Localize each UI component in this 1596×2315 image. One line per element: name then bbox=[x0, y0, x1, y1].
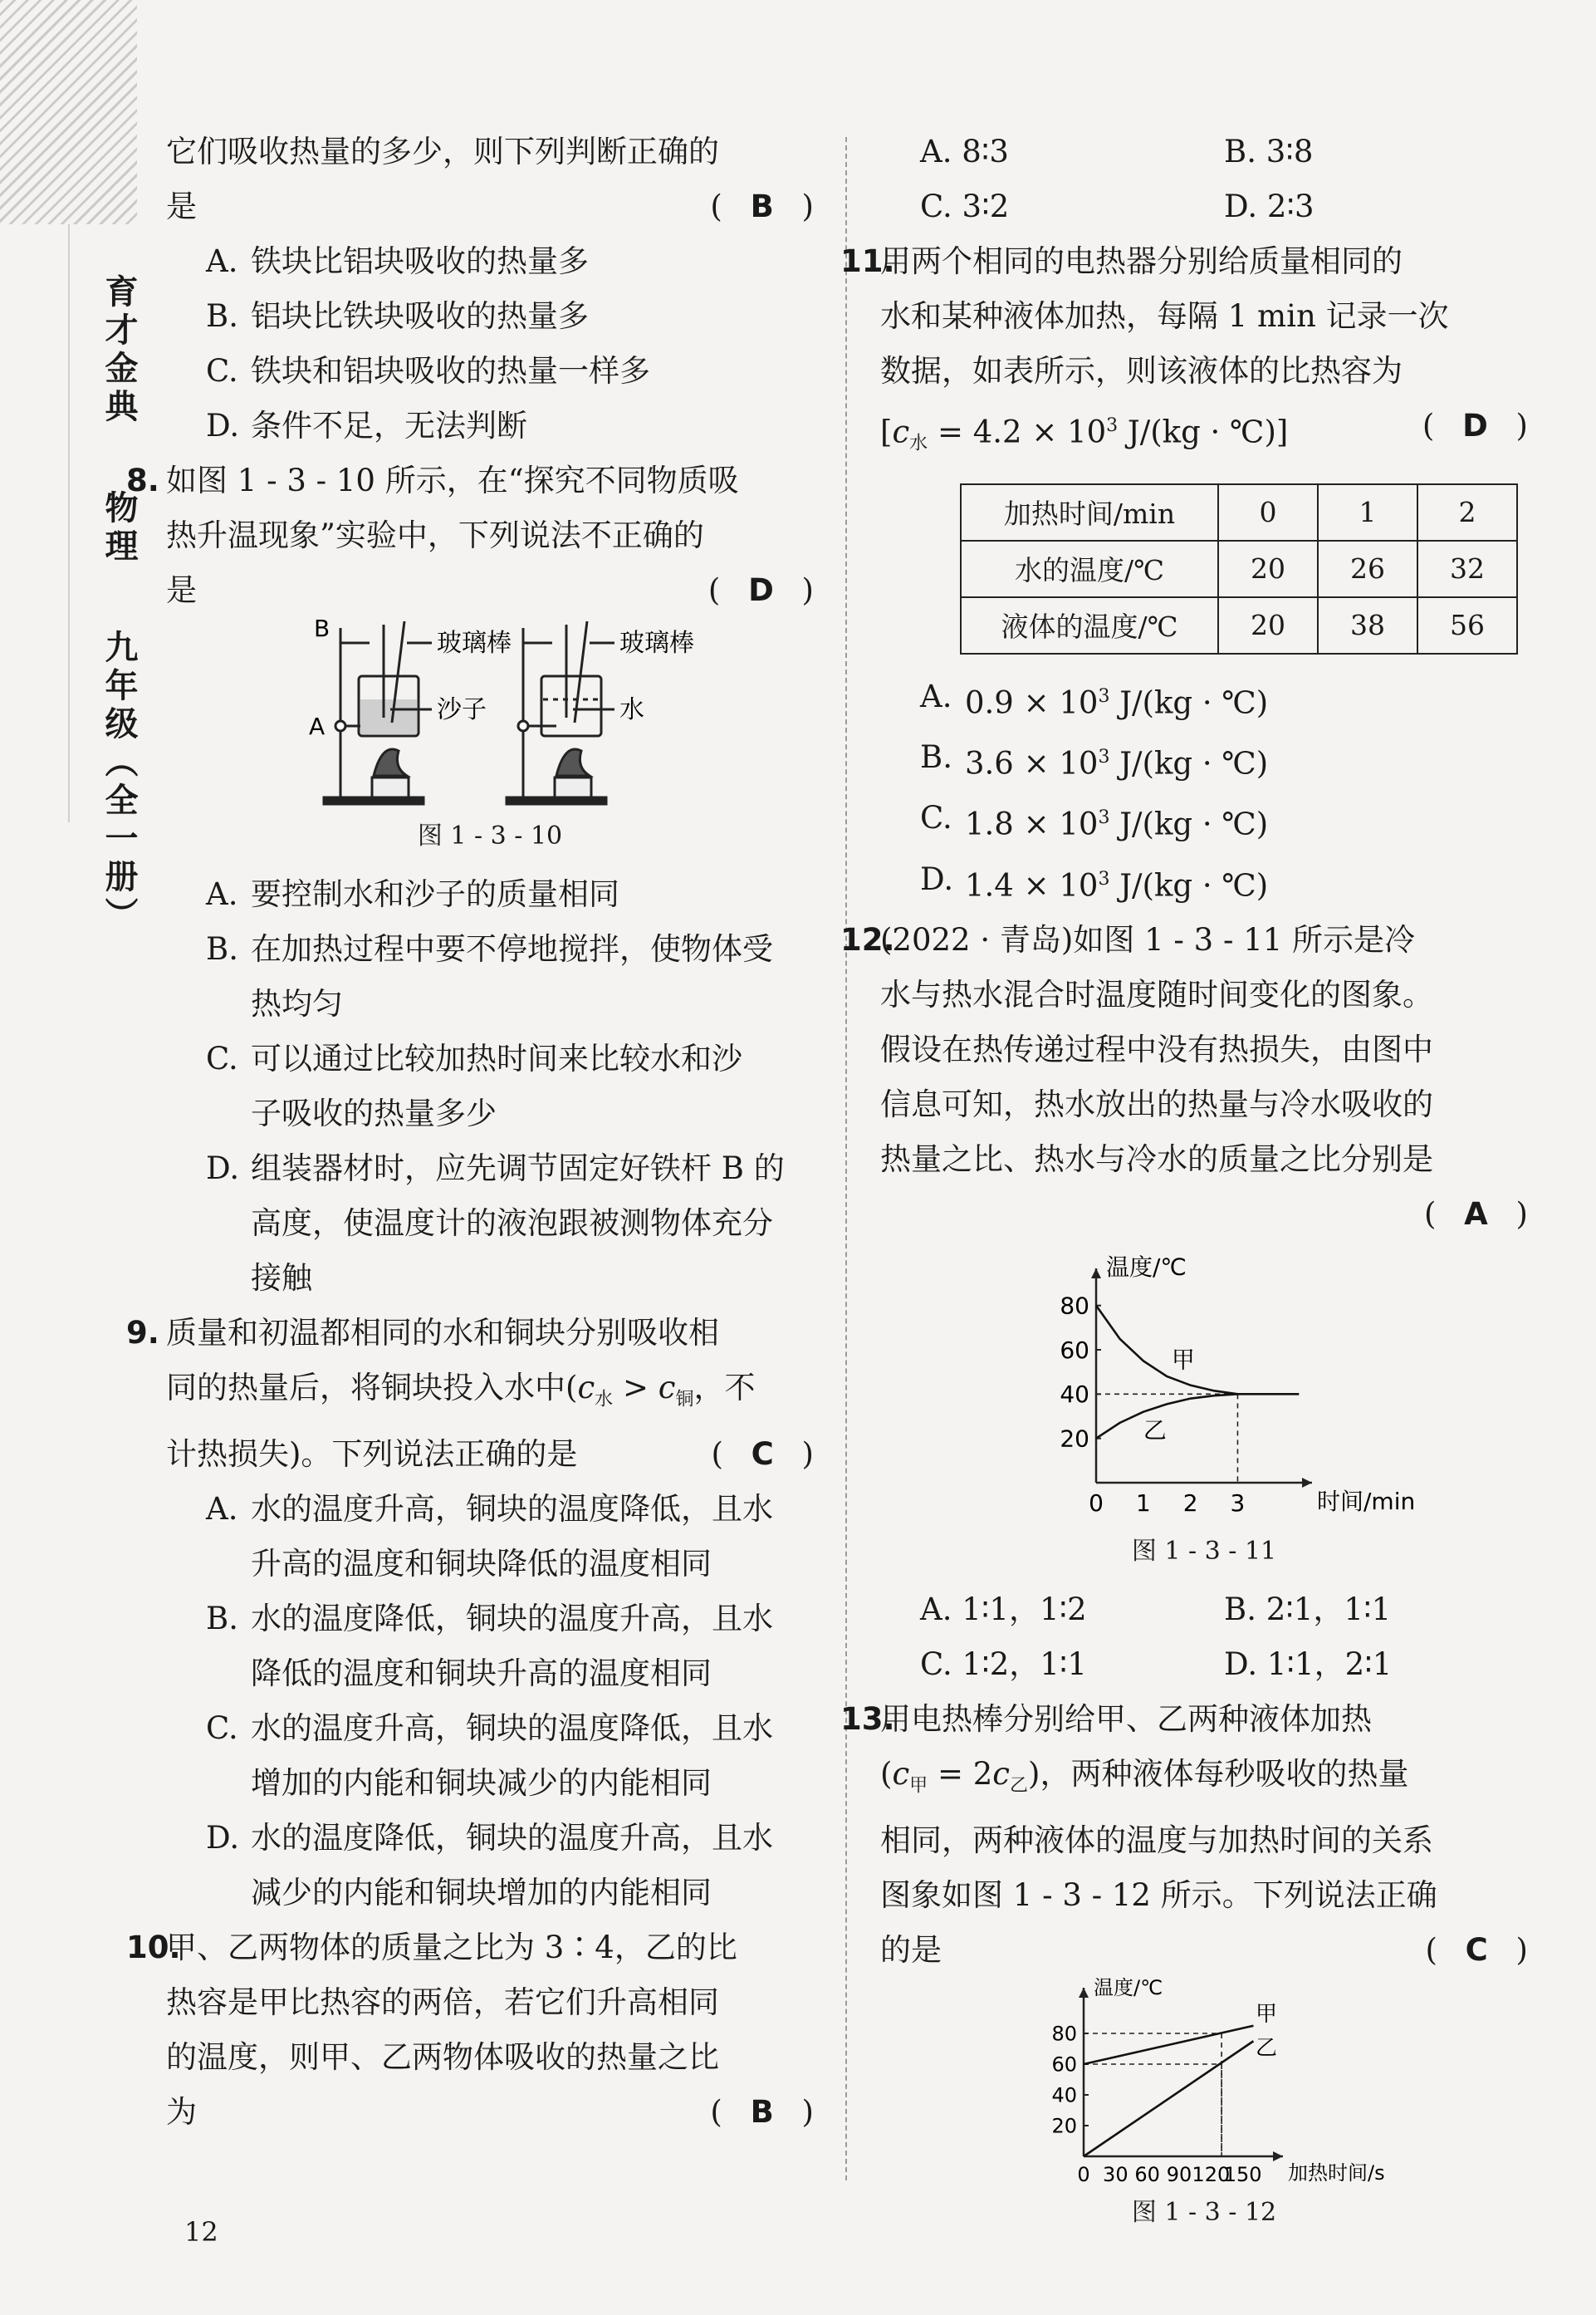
x-axis-arrow bbox=[1273, 2151, 1283, 2161]
q11-stem-line-3: 数据，如表所示，则该液体的比热容为 bbox=[880, 353, 1403, 389]
label-rod-1: 玻璃棒 bbox=[437, 629, 512, 658]
x-tick-label: 60 bbox=[1134, 2163, 1160, 2186]
q13-stem-line-3: 相同，两种液体的温度与加热时间的关系 bbox=[880, 1822, 1433, 1859]
q11-answer: ( D ) bbox=[1422, 408, 1528, 444]
question-10 bbox=[126, 1920, 814, 2140]
q7-stem-line-2: 是 bbox=[166, 189, 197, 224]
q13-stem-line-5: 的是 bbox=[880, 1932, 942, 1969]
q11-answer-letter: D bbox=[1462, 408, 1488, 444]
question-12 bbox=[840, 913, 1528, 1692]
question-9 bbox=[126, 1306, 814, 1920]
q13-answer: ( C ) bbox=[1425, 1932, 1528, 1969]
y-tick-label: 60 bbox=[1051, 2053, 1077, 2077]
x-axis-label: 时间/min bbox=[1317, 1488, 1416, 1516]
x-tick-label: 2 bbox=[1182, 1489, 1198, 1518]
page-number: 12 bbox=[184, 2216, 218, 2248]
label-water: 水 bbox=[619, 695, 644, 724]
q9-stem-line-2: 同的热量后，将铜块投入水中($c_水 > c_铜$，不 bbox=[166, 1370, 756, 1410]
q7-stem-line-1: 它们吸收热量的多少，则下列判断正确的 bbox=[166, 134, 719, 169]
question-11 bbox=[840, 234, 1528, 913]
q10-option-a: A. 8∶3 bbox=[920, 134, 1009, 169]
y-axis-label: 温度/℃ bbox=[1094, 1978, 1163, 2000]
q13-answer-letter: C bbox=[1465, 1932, 1488, 1969]
x-tick-label: 0 bbox=[1089, 1489, 1104, 1518]
burner-right bbox=[555, 777, 591, 797]
q10-stem-line-2: 热容是甲比热容的两倍，若它们升高相同 bbox=[166, 1984, 719, 2021]
sand-fill bbox=[360, 699, 417, 734]
q9-option-d: D. 水的温度降低，铜块的温度升高，且水 减少的内能和铜块增加的内能相同 bbox=[206, 1820, 773, 1911]
q9-number: 9. bbox=[126, 1315, 159, 1351]
question-13 bbox=[840, 1692, 1528, 2234]
q12-stem-line-3: 假设在热传递过程中没有热损失，由图中 bbox=[880, 1032, 1433, 1068]
question-8 bbox=[126, 454, 814, 1306]
x-axis-label: 加热时间/s bbox=[1288, 2161, 1385, 2185]
flame-right bbox=[556, 749, 590, 776]
question-7 bbox=[166, 125, 814, 454]
x-tick-label: 90 bbox=[1166, 2163, 1192, 2186]
q10-answer: ( B ) bbox=[710, 2094, 814, 2131]
glass-rod-right bbox=[575, 621, 587, 723]
q8-stem-line-2: 热升温现象”实验中，下列说法不正确的 bbox=[166, 517, 704, 553]
q7-option-a: A. 铁块比铝块吸收的热量多 bbox=[206, 243, 589, 279]
q11-option-a: A. $0.9 \times 10^3$ J/(kg · ℃) bbox=[920, 678, 1269, 721]
decorative-hatch bbox=[0, 0, 137, 224]
spine-title bbox=[90, 274, 148, 935]
figure-1-3-11-chart bbox=[880, 1242, 1528, 1524]
q12-option-a: A. 1∶1，1∶2 bbox=[920, 1592, 1087, 1628]
q10-answer-letter: B bbox=[750, 2094, 774, 2131]
series-label-jia: 甲 bbox=[1256, 2002, 1278, 2028]
q9-option-c: C. 水的温度升高，铜块的温度降低，且水 增加的内能和铜块减少的内能相同 bbox=[206, 1710, 773, 1802]
q10-stem-line-3: 的温度，则甲、乙两物体吸收的热量之比 bbox=[166, 2039, 719, 2076]
q13-stem-line-4: 图象如图 1 - 3 - 12 所示。下列说法正确 bbox=[880, 1877, 1437, 1914]
y-tick-label: 40 bbox=[1060, 1381, 1089, 1409]
label-rod-2: 玻璃棒 bbox=[619, 629, 694, 658]
q9-stem-line-3: 计热损失)。下列说法正确的是 bbox=[166, 1436, 578, 1473]
label-a: A bbox=[309, 713, 326, 740]
q13-figure-caption: 图 1 - 3 - 12 bbox=[1131, 2198, 1277, 2228]
q10-option-b: B. 3∶8 bbox=[1224, 134, 1314, 169]
x-tick-label: 3 bbox=[1230, 1489, 1246, 1518]
q12-option-b: B. 2∶1，1∶1 bbox=[1224, 1592, 1392, 1628]
y-tick-label: 60 bbox=[1060, 1336, 1089, 1364]
y-tick-label: 80 bbox=[1060, 1292, 1089, 1320]
q7-option-d: D. 条件不足，无法判断 bbox=[206, 408, 527, 444]
spine-brand: 育才金典 bbox=[100, 274, 139, 427]
x-tick-label: 30 bbox=[1103, 2163, 1128, 2186]
q11-option-c: C. $1.8 \times 10^3$ J/(kg · ℃) bbox=[920, 800, 1269, 842]
q10-number: 10. bbox=[126, 1930, 181, 1966]
y-tick-label: 80 bbox=[1051, 2022, 1077, 2046]
q10-option-c: C. 3∶2 bbox=[920, 189, 1010, 224]
series-label-yi: 乙 bbox=[1143, 1416, 1167, 1444]
q12-stem-line-1: (2022 · 青岛)如图 1 - 3 - 11 所示是冷 bbox=[880, 922, 1416, 959]
q12-answer-letter: A bbox=[1464, 1196, 1488, 1233]
q8-answer: ( D ) bbox=[707, 572, 814, 608]
q10-stem-line-4: 为 bbox=[166, 2094, 197, 2131]
x-tick-label: 1 bbox=[1135, 1489, 1151, 1518]
table-row: 液体的温度/℃ 20 38 56 bbox=[961, 597, 1517, 654]
q13-stem-line-1: 用电热棒分别给甲、乙两种液体加热 bbox=[880, 1701, 1372, 1738]
series-label-jia: 甲 bbox=[1171, 1346, 1195, 1374]
table-row: 水的温度/℃ 20 26 32 bbox=[961, 541, 1517, 597]
x-tick-label: 150 bbox=[1223, 2163, 1262, 2186]
q8-option-a: A. 要控制水和沙子的质量相同 bbox=[206, 876, 619, 912]
q8-number: 8. bbox=[126, 463, 159, 498]
burner-left bbox=[372, 777, 409, 797]
q8-option-d: D. 组装器材时，应先调节固定好铁杆 B 的 高度，使温度计的液泡跟被测物体充分 接触 bbox=[206, 1150, 785, 1296]
left-column bbox=[126, 125, 814, 2140]
q10-stem-line-1: 甲、乙两物体的质量之比为 3∶4，乙的比 bbox=[166, 1930, 737, 1966]
column-divider bbox=[845, 137, 847, 2180]
q12-option-c: C. 1∶2，1∶1 bbox=[920, 1646, 1087, 1683]
q8-option-c: C. 可以通过比较加热时间来比较水和沙 子吸收的热量多少 bbox=[206, 1041, 742, 1131]
q11-option-d: D. $1.4 \times 10^3$ J/(kg · ℃) bbox=[920, 861, 1269, 904]
q12-options bbox=[880, 1582, 1528, 1692]
table-row: 加热时间/min 0 1 2 bbox=[961, 484, 1517, 541]
q11-option-b: B. $3.6 \times 10^3$ J/(kg · ℃) bbox=[920, 739, 1269, 782]
y-axis-arrow bbox=[1091, 1268, 1101, 1278]
x-tick-label: 120 bbox=[1192, 2163, 1231, 2186]
series-label-yi: 乙 bbox=[1256, 2036, 1278, 2062]
flame-left bbox=[374, 749, 407, 776]
q9-option-a: A. 水的温度升高，铜块的温度降低，且水 升高的温度和铜块降低的温度相同 bbox=[206, 1491, 773, 1582]
figure-1-3-10 bbox=[166, 618, 814, 809]
series-line-乙 bbox=[1096, 1394, 1237, 1438]
label-sand: 沙子 bbox=[437, 695, 487, 724]
q10-option-d: D. 2∶3 bbox=[1224, 189, 1314, 224]
q7-option-b: B. 铝块比铁块吸收的热量多 bbox=[206, 298, 589, 334]
label-b: B bbox=[314, 618, 330, 642]
q8-figure-caption: 图 1 - 3 - 10 bbox=[417, 822, 563, 851]
q13-stem-line-2: $(c_甲 = 2c_乙)$，两种液体每秒吸收的热量 bbox=[880, 1756, 1409, 1797]
q9-option-b: B. 水的温度降低，铜块的温度升高，且水 降低的温度和铜块升高的温度相同 bbox=[206, 1601, 773, 1692]
q11-data-table bbox=[960, 483, 1518, 655]
q12-number: 12. bbox=[840, 922, 895, 959]
q7-answer-letter: B bbox=[750, 189, 774, 224]
q12-stem-line-2: 水与热水混合时温度随时间变化的图象。 bbox=[880, 977, 1433, 1013]
q13-number: 13. bbox=[840, 1701, 895, 1738]
spine-grade: 九年级（全一册） bbox=[100, 629, 139, 935]
q11-constant: [$c_水 = 4.2 \times 10^3$ J/(kg · ℃)] bbox=[880, 414, 1289, 454]
series-line-甲 bbox=[1096, 1306, 1299, 1395]
y-tick-label: 20 bbox=[1060, 1425, 1089, 1453]
y-axis-arrow bbox=[1079, 1988, 1089, 1998]
q8-stem-line-3: 是 bbox=[166, 572, 197, 608]
q10-options bbox=[880, 125, 1528, 234]
q8-option-b: B. 在加热过程中要不停地搅拌，使物体受 热均匀 bbox=[206, 931, 773, 1022]
q12-figure-caption: 图 1 - 3 - 11 bbox=[1131, 1537, 1277, 1567]
q11-stem-line-1: 用两个相同的电热器分别给质量相同的 bbox=[880, 243, 1403, 279]
q7-option-c: C. 铁块和铝块吸收的热量一样多 bbox=[206, 353, 650, 389]
x-tick-label: 0 bbox=[1077, 2163, 1090, 2186]
spine-subject: 物理 bbox=[100, 489, 139, 566]
q9-answer-letter: C bbox=[751, 1436, 774, 1473]
q11-stem-line-2: 水和某种液体加热，每隔 1 min 记录一次 bbox=[880, 298, 1449, 334]
q12-stem-line-4: 信息可知，热水放出的热量与冷水吸收的 bbox=[880, 1086, 1433, 1123]
q9-answer: ( C ) bbox=[711, 1436, 814, 1473]
q12-answer: ( A ) bbox=[1423, 1196, 1528, 1233]
q12-stem-line-5: 热量之比、热水与冷水的质量之比分别是 bbox=[880, 1141, 1433, 1178]
right-column bbox=[840, 125, 1528, 2244]
y-axis-label: 温度/℃ bbox=[1106, 1253, 1187, 1282]
spine-rule bbox=[68, 224, 70, 822]
figure-1-3-12-chart bbox=[880, 1978, 1528, 2185]
q7-answer: ( B ) bbox=[710, 189, 814, 224]
q12-option-d: D. 1∶1，2∶1 bbox=[1224, 1646, 1393, 1683]
q11-number: 11. bbox=[840, 243, 895, 279]
q9-stem-line-1: 质量和初温都相同的水和铜块分别吸收相 bbox=[166, 1315, 719, 1351]
y-tick-label: 20 bbox=[1051, 2114, 1077, 2138]
x-axis-arrow bbox=[1302, 1478, 1312, 1488]
y-tick-label: 40 bbox=[1051, 2083, 1077, 2107]
q8-stem-line-1: 如图 1 - 3 - 10 所示，在“探究不同物质吸 bbox=[166, 463, 739, 498]
q8-answer-letter: D bbox=[748, 572, 774, 608]
